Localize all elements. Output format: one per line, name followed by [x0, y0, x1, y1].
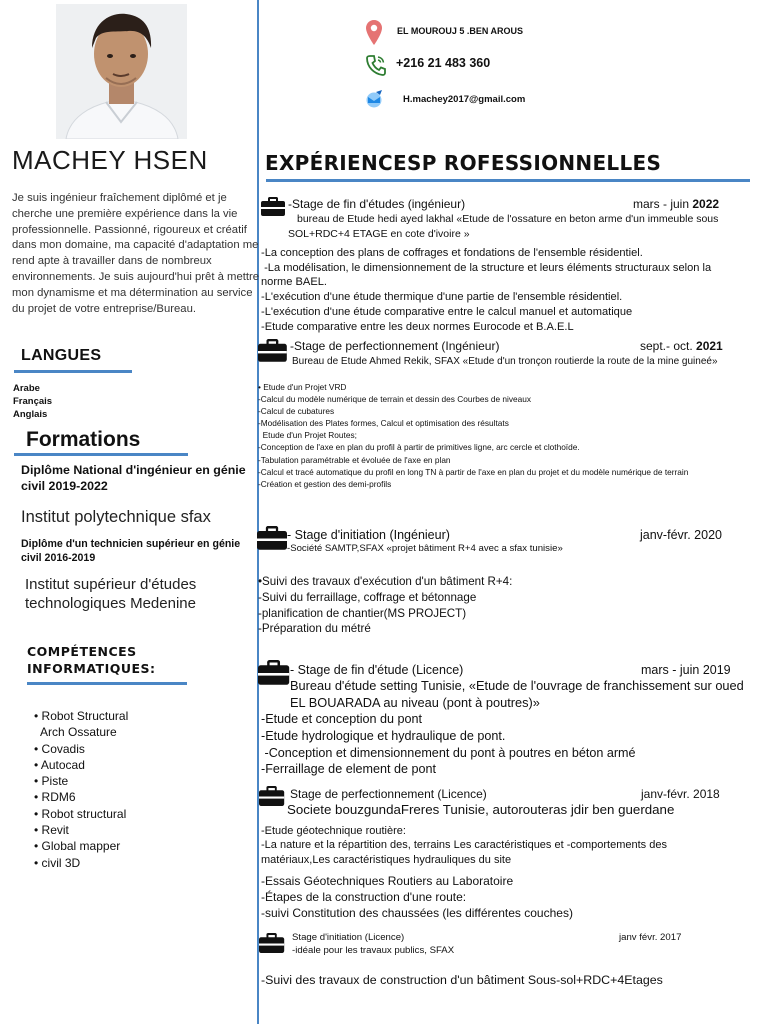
- candidate-name: MACHEY HSEN: [12, 145, 208, 175]
- skill-item: • RDM6: [34, 790, 76, 805]
- briefcase-icon: [259, 933, 284, 953]
- language-item: Arabe: [13, 383, 40, 394]
- job-date: janv-févr. 2020: [640, 528, 722, 542]
- skill-item: • Revit: [34, 823, 69, 838]
- location-pin-icon: [365, 19, 383, 41]
- experience-heading: EXPÉRIENCESP ROFESSIONNELLES: [265, 151, 662, 175]
- job-date: janv-févr. 2018: [641, 787, 720, 801]
- languages-underline: [14, 370, 132, 373]
- job-company: -Société SAMTP,SFAX «projet bâtiment R+4 avec a sfax tunisie»: [287, 543, 563, 554]
- skill-item: Arch Ossature: [34, 725, 117, 740]
- job-company: bureau de Etude hedi ayed lakhal «Etude de l'ossature en beton arme d'un immeuble sous SOL+RDC+4 ETAGE en cote d'ivoire »: [288, 213, 719, 240]
- briefcase-icon: [258, 339, 287, 362]
- job-title: Stage de perfectionnement (Licence): [290, 787, 487, 801]
- job-title: - Stage de fin d'étude (Licence): [290, 663, 464, 677]
- phone-text: +216 21 483 360: [396, 56, 491, 70]
- briefcase-icon: [259, 786, 284, 806]
- job-tasks: •Suivi des travaux d'exécution d'un bâtiment R+4: -Suivi du ferraillage, coffrage et bétonnage -planification de chantier(MS PROJECT) -Préparation du métré: [258, 575, 513, 636]
- skills-heading: COMPÉTENCES INFORMATIQUES:: [27, 644, 156, 676]
- skill-item: • Robot Structural: [34, 709, 129, 723]
- job-tasks: -Essais Géotechniques Routiers au Laboratoire -Étapes de la construction d'une route: -suivi Constitution des chaussées (les différentes couches): [261, 874, 573, 920]
- job-company: Bureau d'étude setting Tunisie, «Etude de l'ouvrage de franchissement sur oued EL BOUARADA au niveau (pont à poutres)»: [290, 678, 744, 710]
- briefcase-icon: [261, 197, 285, 216]
- job-tasks: -Etude et conception du pont -Etude hydrologique et hydraulique de pont. -Conception et dimensionnement du pont à poutres en béton armé -Ferraillage de element de pont: [261, 712, 636, 777]
- skill-item: • Autocad: [34, 757, 85, 772]
- experience-underline: [266, 179, 750, 182]
- job-date: sept.- oct. 2021: [640, 339, 723, 353]
- job-title: -Stage de fin d'études (ingénieur): [288, 197, 466, 211]
- degree-technician: Diplôme d'un technicien supérieur en génie civil 2016-2019: [21, 538, 241, 564]
- skill-item: • civil 3D: [34, 855, 81, 870]
- languages-list: [13, 382, 52, 421]
- languages-heading: LANGUES: [21, 347, 102, 364]
- formations-underline: [14, 453, 188, 456]
- email-text: H.machey2017@gmail.com: [403, 94, 526, 105]
- job-tasks: -La conception des plans de coffrages et fondations de l'ensemble résidentiel. -La modélisation, le dimensionnement de la structure et leurs éléments structuraux selon la norme BAEL. -L'exécution d'une étude thermique d'une partie de l'ensemble résidentiel. -L'exécution d'une étude comparative entre le calcul manuel et automatique -Etude comparative entre les deux normes Eurocode et B.A.E.L: [261, 247, 715, 333]
- skill-item: • Covadis: [34, 741, 85, 756]
- job-title: -Stage de perfectionnement (Ingénieur): [290, 339, 500, 353]
- job-date: mars - juin 2019: [641, 663, 731, 677]
- language-item: Français: [13, 396, 53, 407]
- profile-photo: [56, 4, 187, 139]
- degree-engineer: Diplôme National d'ingénieur en génie civil 2019-2022: [21, 463, 246, 493]
- job-tasks: • Etude d'un Projet VRD -Calcul du modèle numérique de terrain et dessin des Courbes de niveaux -Calcul de cubatures -Modélisation des Plates formes, Calcul et optimisation des résultats Etude d'un Projet Routes; -Conception de l'axe en plan du profil à partir de primitives ligne, arc cercle et clothoïde. -Tabulation paramétrable et évoluée de l'axe en plan -Calcul et tracé automatique du profil en long TN à partir de l'axe en plan du projet et du modèle numérique de terrain -Création et gestion des demi-profils: [258, 382, 689, 489]
- skill-item: • Piste: [34, 774, 69, 789]
- skills-list: [34, 708, 128, 871]
- language-item: Anglais: [13, 409, 48, 420]
- phone-icon: [366, 54, 384, 76]
- job-title: Stage d'initiation (Licence): [292, 932, 405, 943]
- job-title: - Stage d'initiation (Ingénieur): [287, 528, 450, 542]
- briefcase-icon: [258, 660, 289, 685]
- email-icon: [364, 89, 382, 111]
- skill-item: • Global mapper: [34, 839, 121, 854]
- institute-engineer: Institut polytechnique sfax: [21, 508, 211, 526]
- job-company: Bureau de Etude Ahmed Rekik, SFAX «Etude d'un tronçon routierde la route de la mine guineé»: [292, 356, 718, 367]
- job-tasks: -Suivi des travaux de construction d'un bâtiment Sous-sol+RDC+4Etages: [261, 973, 663, 987]
- job-tasks: -Etude géotechnique routière: -La nature et la répartition des, terrains Les caractéristiques et -comportements des matériaux,Les caractéristiques hydrauliques du site: [261, 825, 667, 866]
- job-company: Societe bouzgundaFreres Tunisie, autorouteras jdir ben guerdane: [287, 802, 675, 817]
- column-divider: [257, 0, 259, 1024]
- skills-underline: [27, 682, 187, 685]
- profile-summary: Je suis ingénieur fraîchement diplômé et je cherche une première expérience dans la vie professionnelle. Passionné, rigoureux et créatif dans mon domaine, ma capacité d'adaptation me rend apte à travailler dans de nombreux environnements. Je suis aujourd'hui prêt à mettre mon dynamisme et ma détermination au service du projet de votre entreprise/Bureau.: [12, 192, 260, 315]
- job-company: -idéale pour les travaux publics, SFAX: [292, 945, 455, 956]
- institute-technician: Institut supérieur d'études technologiques Medenine: [25, 576, 197, 612]
- job-date: mars - juin 2022: [633, 197, 720, 211]
- formations-heading: Formations: [26, 428, 141, 451]
- skill-item: • Robot structural: [34, 806, 127, 821]
- address-text: EL MOUROUJ 5 .BEN AROUS: [397, 26, 524, 36]
- briefcase-icon: [257, 526, 287, 550]
- job-date: janv févr. 2017: [619, 932, 682, 943]
